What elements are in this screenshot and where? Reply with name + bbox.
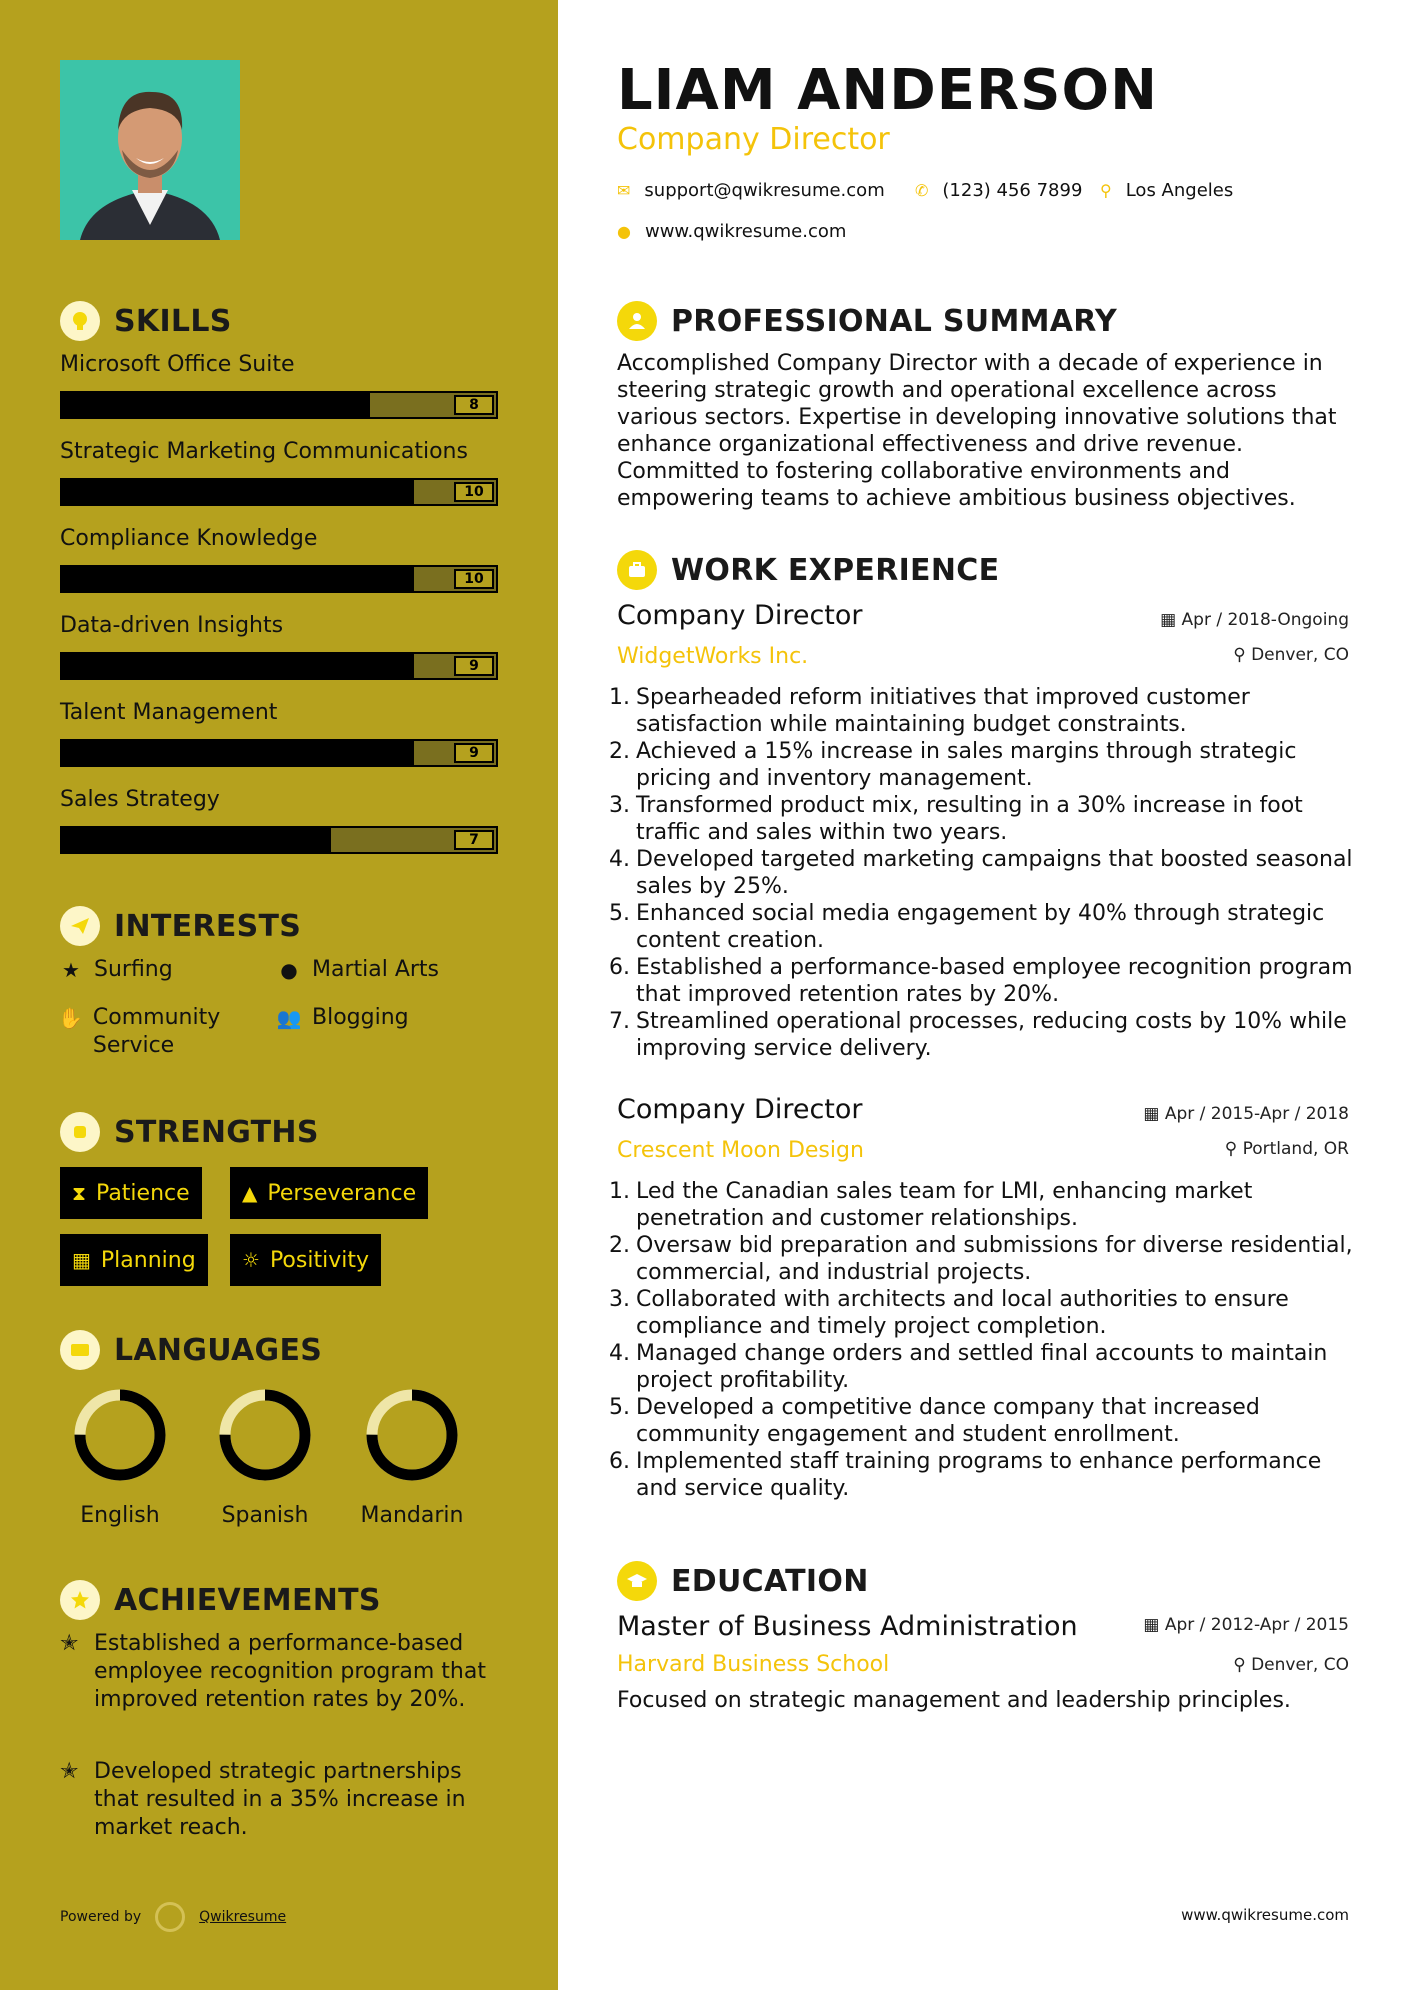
qwikresume-logo-icon — [155, 1902, 185, 1932]
strength-badge — [230, 1234, 381, 1286]
interests-title: INTERESTS — [114, 908, 302, 944]
email-text: support@qwikresume.com — [644, 180, 885, 201]
education-degree: Master of Business Administration — [617, 1611, 1078, 1642]
skill-bar-fill — [62, 480, 414, 504]
strengths-heading — [60, 1112, 319, 1152]
powered-by — [60, 1902, 286, 1932]
achievement-text: Developed strategic partnerships that resulted in a 35% increase in market reach. — [94, 1759, 466, 1840]
job-date-text: Apr / 2015-Apr / 2018 — [1164, 1104, 1349, 1124]
language-level-ring — [362, 1385, 462, 1485]
job-location-text: Portland, OR — [1242, 1139, 1349, 1159]
skill-name: Data-driven Insights — [60, 613, 284, 638]
job-title: Company Director — [617, 600, 863, 631]
skill-name: Sales Strategy — [60, 787, 220, 812]
map-pin-icon: ⚲ — [1100, 181, 1112, 200]
phone-text: (123) 456 7899 — [942, 180, 1083, 201]
job-location-text: Denver, CO — [1251, 645, 1349, 665]
skill-bar — [60, 739, 498, 767]
strength-label: Patience — [96, 1180, 190, 1206]
education-location-text: Denver, CO — [1251, 1655, 1349, 1675]
language-item — [352, 1385, 472, 1528]
job-title: Company Director — [617, 1094, 863, 1125]
skill-level: 9 — [454, 656, 494, 676]
strength-badge — [230, 1167, 428, 1219]
interest-label: Surfing — [94, 957, 173, 982]
interest-item — [276, 1004, 409, 1032]
education-description: Focused on strategic management and leadership principles. — [617, 1688, 1291, 1713]
strengths-title: STRENGTHS — [114, 1114, 319, 1150]
education-heading — [617, 1561, 869, 1601]
pin-icon: ⚲ — [1224, 1139, 1243, 1159]
job-bullet: 5. Developed a competitive dance company that increased community engagement and student enrollment. — [609, 1395, 1260, 1447]
globe-icon: ● — [617, 222, 631, 241]
star-burst-icon: ✭ — [60, 1631, 79, 1656]
skill-bar — [60, 391, 498, 419]
summary-text: Accomplished Company Director with a decade of experience in steering strategic growth and operational excellence across various sectors. Expertise in developing innovative solutions that enhance organizational effectiveness and drive revenue. Committed to fostering collaborative environments and empowering teams to achieve ambitious business objectives. — [617, 351, 1337, 511]
job-company: WidgetWorks Inc. — [617, 644, 809, 669]
language-level-ring — [70, 1385, 170, 1485]
skill-name: Compliance Knowledge — [60, 526, 318, 551]
summary-heading — [617, 301, 1117, 341]
job-bullet: 5. Enhanced social media engagement by 40% through strategic content creation. — [609, 901, 1325, 953]
graduation-cap-icon — [617, 1561, 657, 1601]
job-bullet: 1. Spearheaded reform initiatives that improved customer satisfaction while maintaining budget constraints. — [609, 685, 1250, 737]
achievement-item — [60, 1758, 500, 1842]
user-icon — [617, 301, 657, 341]
skill-bar — [60, 478, 498, 506]
skill-bar-fill — [62, 828, 331, 852]
skill-name: Strategic Marketing Communications — [60, 439, 468, 464]
experience-title: WORK EXPERIENCE — [671, 552, 1000, 588]
strength-badge — [60, 1167, 202, 1219]
skill-name: Microsoft Office Suite — [60, 352, 295, 377]
languages-title: LANGUAGES — [114, 1332, 323, 1368]
contact-phone[interactable] — [915, 180, 1082, 201]
language-level-ring — [215, 1385, 315, 1485]
skill-bar — [60, 652, 498, 680]
skill-level: 10 — [454, 569, 494, 589]
calendar-icon: ▦ — [1160, 610, 1182, 630]
skill-level: 9 — [454, 743, 494, 763]
contact-website[interactable] — [617, 221, 846, 242]
education-date — [1143, 1615, 1349, 1635]
job-bullet: 1. Led the Canadian sales team for LMI, enhancing market penetration and customer relationships. — [609, 1179, 1253, 1231]
candidate-role: Company Director — [617, 122, 890, 157]
powered-label: Powered by — [60, 1909, 142, 1925]
pin-icon: ⚲ — [1233, 1655, 1252, 1675]
education-date-text: Apr / 2012-Apr / 2015 — [1164, 1615, 1349, 1635]
skill-bar — [60, 565, 498, 593]
achievements-heading — [60, 1580, 381, 1620]
achievement-item — [60, 1630, 500, 1714]
education-school: Harvard Business School — [617, 1652, 890, 1677]
job-bullet: 2. Oversaw bid preparation and submissions for diverse residential, commercial, and industrial projects. — [609, 1233, 1353, 1285]
briefcase-icon — [617, 550, 657, 590]
candidate-name: LIAM ANDERSON — [617, 58, 1158, 123]
job-location — [1225, 1139, 1349, 1159]
globe-icon: ● — [280, 958, 298, 982]
star-burst-icon: ✭ — [60, 1759, 79, 1784]
trophy-star-icon — [60, 1580, 100, 1620]
interests-heading — [60, 906, 301, 946]
pin-icon: ⚲ — [1233, 645, 1252, 665]
skill-level: 10 — [454, 482, 494, 502]
job-bullet: 3. Collaborated with architects and local authorities to ensure compliance and timely project completion. — [609, 1287, 1289, 1339]
skill-bar-fill — [62, 654, 414, 678]
language-label: Mandarin — [360, 1503, 464, 1528]
phone-icon: ✆ — [915, 181, 929, 200]
profile-photo — [60, 60, 240, 240]
paper-plane-icon — [60, 906, 100, 946]
users-icon: 👥 — [276, 1006, 302, 1030]
language-card-icon — [60, 1330, 100, 1370]
strength-badge — [60, 1234, 208, 1286]
summary-title: PROFESSIONAL SUMMARY — [671, 303, 1118, 339]
language-item — [205, 1385, 325, 1528]
lightbulb-icon — [60, 301, 100, 341]
experience-heading — [617, 550, 999, 590]
language-label: Spanish — [221, 1503, 309, 1528]
interest-item — [58, 956, 173, 984]
job-bullets — [608, 684, 1358, 1062]
languages-heading — [60, 1330, 322, 1370]
calendar-icon: ▦ — [1143, 1615, 1165, 1635]
sun-icon: ☼ — [242, 1248, 260, 1272]
strength-label: Positivity — [269, 1247, 369, 1273]
education-location — [1233, 1655, 1349, 1675]
skill-bar-fill — [62, 393, 370, 417]
skill-bar-fill — [62, 567, 414, 591]
hand-icon: ✋ — [58, 1006, 83, 1030]
job-location — [1233, 645, 1349, 665]
calendar-icon: ▦ — [72, 1248, 91, 1272]
star-icon: ★ — [62, 958, 80, 982]
fist-icon — [60, 1112, 100, 1152]
interest-label: Community Service — [92, 1005, 221, 1058]
qwikresume-link[interactable]: Qwikresume — [199, 1909, 287, 1925]
envelope-icon: ✉ — [617, 181, 631, 200]
job-bullet: 7. Streamlined operational processes, reducing costs by 10% while improving service delivery. — [609, 1009, 1347, 1061]
contact-email[interactable] — [617, 180, 885, 201]
skill-bar — [60, 826, 498, 854]
strength-label: Perseverance — [267, 1180, 417, 1206]
job-bullets — [608, 1178, 1358, 1502]
language-item — [60, 1385, 180, 1528]
job-bullet: 4. Developed targeted marketing campaigns that boosted seasonal sales by 25%. — [609, 847, 1353, 899]
achievements-title: ACHIEVEMENTS — [114, 1582, 381, 1618]
skill-level: 8 — [454, 395, 494, 415]
skill-bar-fill — [62, 741, 414, 765]
footer-website[interactable]: www.qwikresume.com — [1181, 1906, 1349, 1924]
education-title: EDUCATION — [671, 1563, 869, 1599]
job-bullet: 4. Managed change orders and settled final accounts to maintain project profitability. — [609, 1341, 1328, 1393]
skills-heading — [60, 301, 232, 341]
location-text: Los Angeles — [1125, 180, 1234, 201]
achievement-text: Established a performance-based employee recognition program that improved retention rates by 20%. — [94, 1631, 486, 1712]
interest-label: Martial Arts — [312, 957, 440, 982]
interest-label: Blogging — [312, 1005, 409, 1030]
job-bullet: 2. Achieved a 15% increase in sales margins through strategic pricing and inventory management. — [609, 739, 1297, 791]
skill-name: Talent Management — [60, 700, 278, 725]
job-bullet: 3. Transformed product mix, resulting in a 30% increase in foot traffic and sales within two years. — [609, 793, 1303, 845]
job-date-text: Apr / 2018-Ongoing — [1181, 610, 1349, 630]
contact-location — [1100, 180, 1233, 201]
skills-title: SKILLS — [114, 303, 232, 339]
interest-item — [276, 956, 439, 984]
job-bullet: 6. Established a performance-based employee recognition program that improved retention rates by 20%. — [609, 955, 1353, 1007]
road-icon: ▲ — [242, 1181, 258, 1205]
job-company: Crescent Moon Design — [617, 1138, 864, 1163]
calendar-icon: ▦ — [1143, 1104, 1165, 1124]
website-text: www.qwikresume.com — [644, 221, 847, 242]
job-date — [1143, 1104, 1349, 1124]
job-bullet: 6. Implemented staff training programs to enhance performance and service quality. — [609, 1449, 1322, 1501]
hourglass-icon: ⧗ — [72, 1181, 87, 1205]
interest-item — [58, 1004, 258, 1060]
skill-level: 7 — [454, 830, 494, 850]
job-date — [1160, 610, 1349, 630]
language-label: English — [80, 1503, 160, 1528]
strength-label: Planning — [100, 1247, 196, 1273]
